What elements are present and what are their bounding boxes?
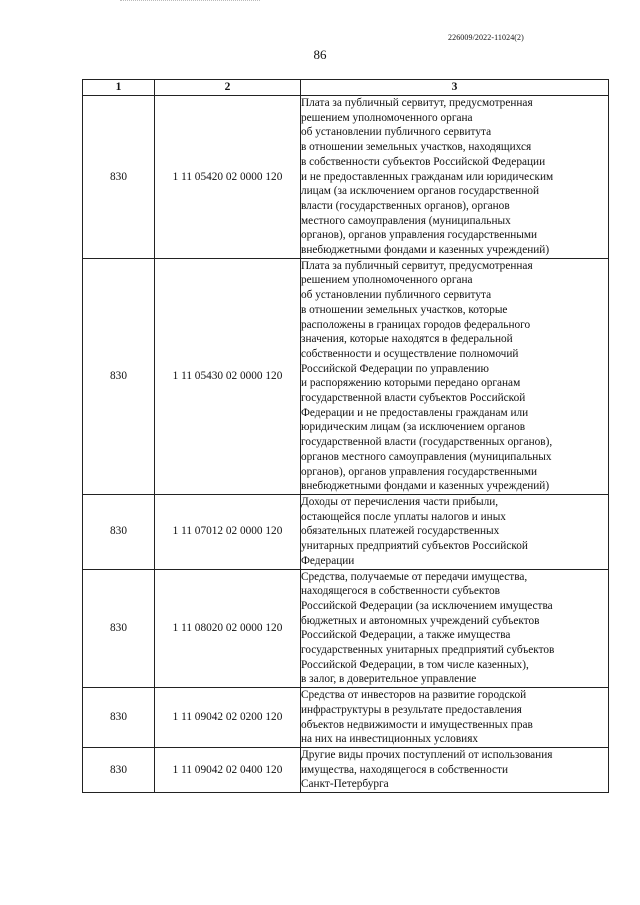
income-description-cell	[301, 494, 609, 569]
description-line: в отношении земельных участков, которые	[301, 303, 508, 316]
description-line: Санкт-Петербурга	[301, 778, 389, 791]
column-header-1: 1	[83, 80, 155, 96]
income-description-cell	[301, 688, 609, 748]
description-line: Средства, получаемые от передачи имущества,	[301, 570, 528, 583]
admin-code-cell: 830	[83, 258, 155, 494]
table-row	[83, 494, 609, 569]
income-description-cell	[301, 569, 609, 688]
column-header-2: 2	[155, 80, 301, 96]
description-line: об установлении публичного сервитута	[301, 126, 492, 139]
description-line: инфраструктуры в результате предоставления	[301, 703, 522, 716]
column-header-3: 3	[301, 80, 609, 96]
description-line: власти (государственных органов), органов	[301, 199, 510, 212]
income-description-cell	[301, 258, 609, 494]
income-code-cell: 1 11 09042 02 0200 120	[155, 688, 301, 748]
admin-code-cell: 830	[83, 688, 155, 748]
table-row	[83, 96, 609, 259]
description-line: Федерации	[301, 554, 355, 567]
description-line: имущества, находящегося в собственности	[301, 763, 509, 776]
income-code-cell: 1 11 09042 02 0400 120	[155, 747, 301, 792]
description-line: органов местного самоуправления (муниципальных	[301, 450, 552, 463]
income-code-cell: 1 11 05430 02 0000 120	[155, 258, 301, 494]
income-description-cell	[301, 747, 609, 792]
table-row	[83, 688, 609, 748]
description-line: значения, которые находятся в федеральной	[301, 333, 513, 346]
description-line: Российской Федерации, а также имущества	[301, 629, 511, 642]
description-line: Плата за публичный сервитут, предусмотренная	[301, 259, 533, 272]
description-line: Другие виды прочих поступлений от использования	[301, 748, 553, 761]
description-line: объектов недвижимости и имущественных прав	[301, 718, 533, 731]
admin-code-cell: 830	[83, 494, 155, 569]
description-line: на них на инвестиционных условиях	[301, 733, 479, 746]
description-line: Плата за публичный сервитут, предусмотренная	[301, 97, 533, 109]
description-line: государственной власти субъектов Российской	[301, 392, 526, 405]
description-line: Российской Федерации, в том числе казенных),	[301, 658, 529, 671]
description-line: внебюджетными фондами и казенных учреждений)	[301, 480, 550, 493]
description-line: Федерации и не предоставлены гражданам или	[301, 406, 529, 419]
description-line: Средства от инвесторов на развитие городской	[301, 689, 527, 702]
income-codes-table	[82, 79, 609, 793]
description-line: местного самоуправления (муниципальных	[301, 214, 511, 227]
description-line: решением уполномоченного органа	[301, 274, 473, 287]
table-row	[83, 569, 609, 688]
admin-code-cell: 830	[83, 569, 155, 688]
description-line: государственных унитарных предприятий субъектов	[301, 644, 555, 657]
description-line: унитарных предприятий субъектов Российской	[301, 540, 528, 553]
scan-artifact	[120, 0, 260, 4]
table-row	[83, 747, 609, 792]
page-number: 86	[313, 47, 327, 62]
document-number: 226009/2022-11024(2)	[448, 33, 524, 42]
description-line: юридическим лицам (за исключением органов	[301, 421, 526, 434]
income-code-cell: 1 11 07012 02 0000 120	[155, 494, 301, 569]
description-line: в залог, в доверительное управление	[301, 673, 477, 686]
description-line: органов), органов управления государственными	[301, 229, 538, 242]
admin-code-cell: 830	[83, 747, 155, 792]
description-line: Доходы от перечисления части прибыли,	[301, 495, 499, 508]
description-line: собственности и осуществление полномочий	[301, 347, 519, 360]
admin-code-cell: 830	[83, 96, 155, 259]
description-line: внебюджетными фондами и казенных учреждений)	[301, 244, 550, 257]
description-line: бюджетных и автономных учреждений субъектов	[301, 614, 540, 627]
description-line: обязательных платежей государственных	[301, 525, 500, 538]
table-header-row	[83, 80, 609, 96]
description-line: решением уполномоченного органа	[301, 111, 473, 124]
income-description-cell	[301, 96, 609, 259]
description-line: расположены в границах городов федерального	[301, 318, 531, 331]
description-line: и не предоставленных гражданам или юридическим	[301, 170, 554, 183]
description-line: Российской Федерации по управлению	[301, 362, 489, 375]
table-row	[83, 258, 609, 494]
description-line: в отношении земельных участков, находящихся	[301, 141, 532, 154]
income-code-cell: 1 11 08020 02 0000 120	[155, 569, 301, 688]
income-code-cell: 1 11 05420 02 0000 120	[155, 96, 301, 259]
description-line: органов), органов управления государственными	[301, 465, 538, 478]
description-line: Российской Федерации (за исключением имущества	[301, 599, 553, 612]
description-line: находящегося в собственности субъектов	[301, 585, 501, 598]
description-line: остающейся после уплаты налогов и иных	[301, 510, 506, 523]
description-line: в собственности субъектов Российской Федерации	[301, 155, 546, 168]
description-line: об установлении публичного сервитута	[301, 289, 492, 302]
description-line: и распоряжению которыми передано органам	[301, 377, 521, 390]
description-line: лицам (за исключением органов государственной	[301, 185, 540, 198]
description-line: государственной власти (государственных органов),	[301, 436, 553, 449]
